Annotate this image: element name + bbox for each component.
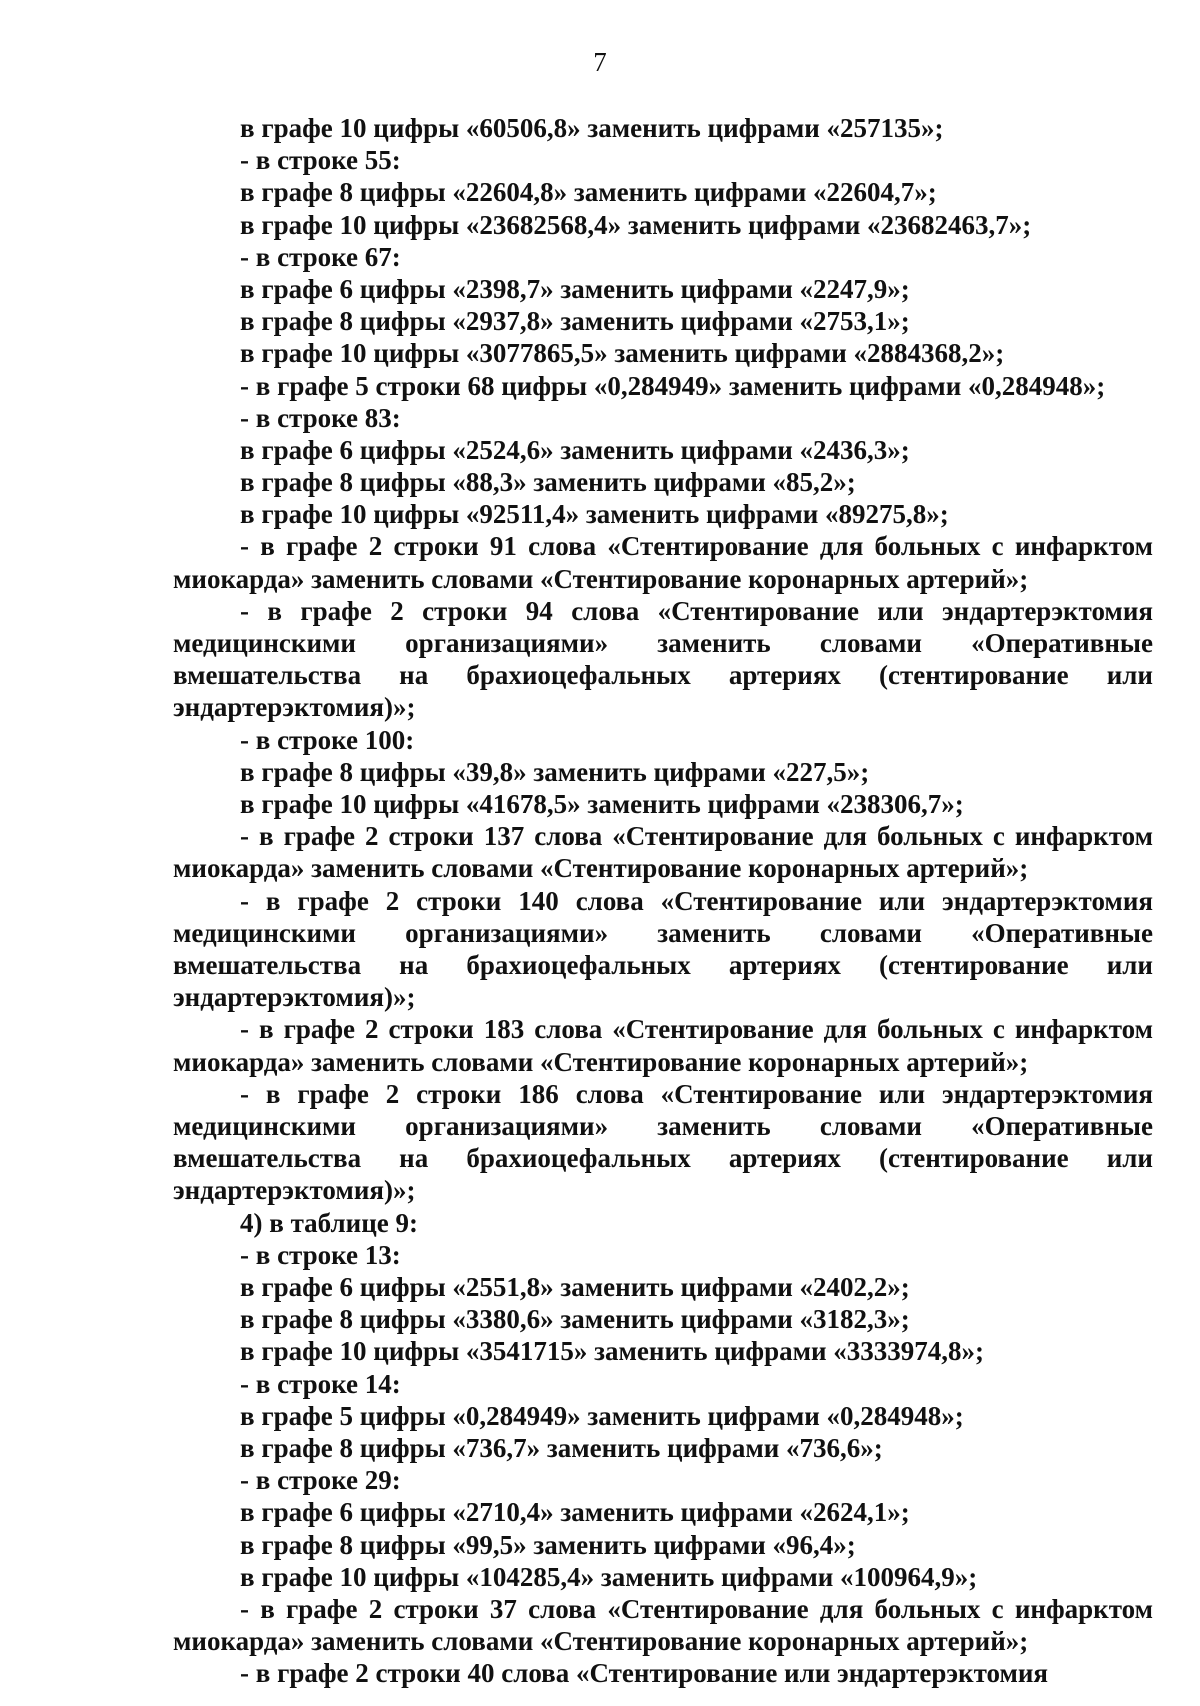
text-line-amend-col6: в графе 6 цифры «2551,8» заменить цифрами «2402,2»; — [240, 1272, 910, 1303]
paragraph-row-37: - в графе 2 строки 37 слова «Стентирование для больных с инфарктом миокарда» заменить словами «Стентирование коронарных артерий»; — [173, 1593, 1153, 1657]
paragraph-row-183: - в графе 2 строки 183 слова «Стентирование для больных с инфарктом миокарда» заменить словами «Стентирование коронарных артерий»; — [173, 1014, 1153, 1077]
text-line-amend-col8: в графе 8 цифры «2937,8» заменить цифрами «2753,1»; — [240, 306, 910, 337]
text-line-row-14: - в строке 14: — [240, 1368, 401, 1399]
text-line-amend-col6: в графе 6 цифры «2398,7» заменить цифрами «2247,9»; — [240, 273, 910, 304]
text-line-amend-row68: - в графе 5 строки 68 цифры «0,284949» заменить цифрами «0,284948»; — [240, 370, 1106, 401]
paragraph-row-137: - в графе 2 строки 137 слова «Стентирование для больных с инфарктом миокарда» заменить словами «Стентирование коронарных артерий»; — [173, 821, 1153, 884]
text-line-amend-col8: в графе 8 цифры «99,5» заменить цифрами «96,4»; — [240, 1529, 856, 1560]
text-line-row-100: - в строке 100: — [240, 724, 415, 755]
text-line-amend-col8: в графе 8 цифры «736,7» заменить цифрами «736,6»; — [240, 1432, 883, 1463]
paragraph-row-94: - в графе 2 строки 94 слова «Стентирование или эндартерэктомия медицинскими организациями» заменить словами «Оперативные вмешательства на брахиоцефальных артериях (стентирование или эндартерэктомия)»; — [173, 595, 1153, 723]
document-body — [173, 112, 1153, 1690]
text-line-amend-col10: в графе 10 цифры «92511,4» заменить цифрами «89275,8»; — [240, 499, 949, 530]
text-line-amend-col6: в графе 6 цифры «2524,6» заменить цифрами «2436,3»; — [240, 434, 910, 465]
text-line-amend-col10: в графе 10 цифры «104285,4» заменить цифрами «100964,9»; — [240, 1561, 978, 1592]
text-line-row-83: - в строке 83: — [240, 402, 401, 433]
text-line-amend-col10: в графе 10 цифры «3541715» заменить цифрами «3333974,8»; — [240, 1336, 985, 1367]
text-line-amend-col10: в графе 10 цифры «41678,5» заменить цифрами «238306,7»; — [240, 789, 964, 820]
text-line-row-67: - в строке 67: — [240, 241, 401, 272]
text-line-row-40-partial: - в графе 2 строки 40 слова «Стентирование или эндартерэктомия — [240, 1658, 1049, 1689]
page-number: 7 — [593, 47, 607, 77]
paragraph-row-91: - в графе 2 строки 91 слова «Стентирование для больных с инфарктом миокарда» заменить словами «Стентирование коронарных артерий»; — [173, 531, 1153, 594]
text-line-table-9: 4) в таблице 9: — [240, 1207, 418, 1238]
text-line-amend-col10: в графе 10 цифры «60506,8» заменить цифрами «257135»; — [240, 113, 944, 143]
text-line-row-13: - в строке 13: — [240, 1239, 401, 1270]
text-line-amend-col8: в графе 8 цифры «39,8» заменить цифрами «227,5»; — [240, 756, 870, 787]
text-line-amend-col8: в графе 8 цифры «3380,6» заменить цифрами «3182,3»; — [240, 1304, 910, 1335]
text-line-row-29: - в строке 29: — [240, 1465, 401, 1496]
text-line-amend-col6: в графе 6 цифры «2710,4» заменить цифрами «2624,1»; — [240, 1497, 910, 1528]
text-line-amend-col8: в графе 8 цифры «88,3» заменить цифрами «85,2»; — [240, 467, 856, 498]
text-line-amend-col8: в графе 8 цифры «22604,8» заменить цифрами «22604,7»; — [240, 177, 937, 208]
paragraph-row-140: - в графе 2 строки 140 слова «Стентирование или эндартерэктомия медицинскими организациями» заменить словами «Оперативные вмешательства на брахиоцефальных артериях (стентирование или эндартерэктомия)»; — [173, 885, 1153, 1013]
text-line-amend-col10: в графе 10 цифры «23682568,4» заменить цифрами «23682463,7»; — [240, 209, 1032, 240]
text-line-amend-col5: в графе 5 цифры «0,284949» заменить цифрами «0,284948»; — [240, 1400, 964, 1431]
text-line-amend-col10: в графе 10 цифры «3077865,5» заменить цифрами «2884368,2»; — [240, 338, 1005, 369]
paragraph-row-186: - в графе 2 строки 186 слова «Стентирование или эндартерэктомия медицинскими организациями» заменить словами «Оперативные вмешательства на брахиоцефальных артериях (стентирование или эндартерэктомия)»; — [173, 1078, 1153, 1206]
text-line-row-55: - в строке 55: — [240, 145, 401, 176]
